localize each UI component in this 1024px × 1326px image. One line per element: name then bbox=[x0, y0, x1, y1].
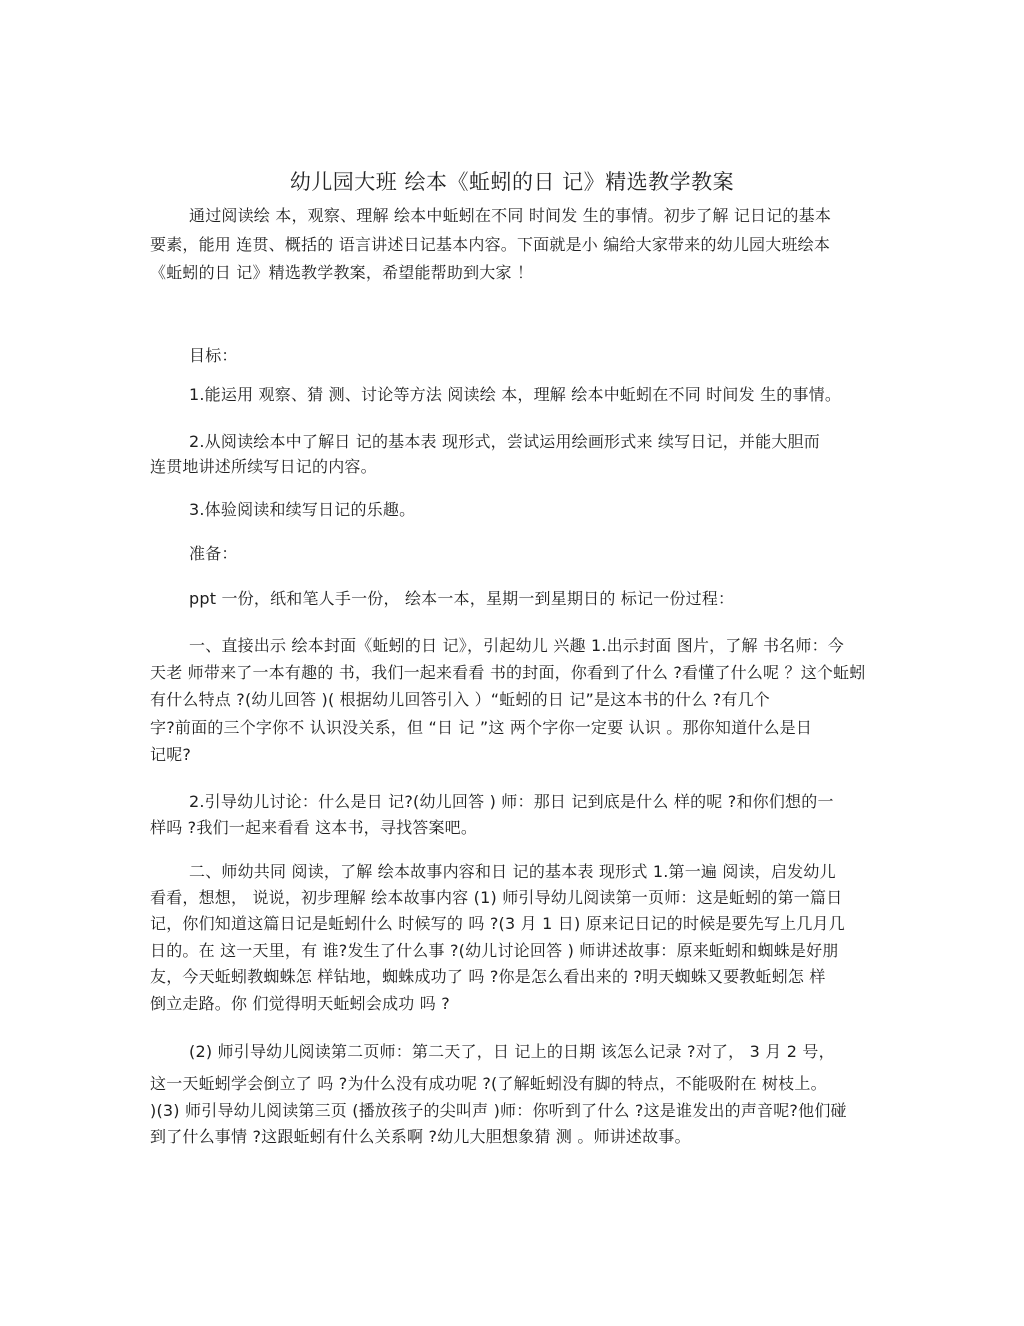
goal-1: 1.能运用 观察、猜 测、讨论等方法 阅读绘 本，理解 绘本中蚯蚓在不同 时间发 生的事情。 bbox=[189, 385, 842, 404]
goal-3: 3.体验阅读和续写日记的乐趣。 bbox=[189, 500, 416, 519]
document-title: 幼儿园大班 绘本《蚯蚓的日 记》精选教学教案 bbox=[289, 170, 735, 194]
section2-line: 二、师幼共同 阅读，了解 绘本故事内容和日 记的基本表 现形式 1.第一遍 阅读，启发幼儿 bbox=[189, 862, 836, 881]
intro-line: 要素，能用 连贯、概括的 语言讲述日记基本内容。下面就是小 编给大家带来的幼儿园大班绘本 bbox=[150, 235, 831, 254]
section2-2-line: )(3) 师引导幼儿阅读第三页 (播放孩子的尖叫声 )师：你听到了什么 ?这是谁发出的声音呢?他们碰 bbox=[150, 1101, 847, 1120]
section2-line: 看看，想想， 说说，初步理解 绘本故事内容 (1) 师引导幼儿阅读第一页师：这是蚯蚓的第一篇日 bbox=[150, 888, 843, 907]
section2-2-line: 到了什么事情 ?这跟蚯蚓有什么关系啊 ?幼儿大胆想象猜 测 。师讲述故事。 bbox=[150, 1127, 691, 1146]
section1-line: 一、直接出示 绘本封面《蚯蚓的日 记》，引起幼儿 兴趣 1.出示封面 图片，了解 书名师：今 bbox=[189, 636, 844, 655]
section1-line: 天老 师带来了一本有趣的 书，我们一起来看看 书的封面，你看到了什么 ?看懂了什么呢 ？这个蚯蚓 bbox=[150, 663, 866, 682]
intro-line: 通过阅读绘 本，观察、理解 绘本中蚯蚓在不同 时间发 生的事情。初步了解 记日记的基本 bbox=[189, 206, 832, 225]
section2-line: 友，今天蚯蚓教蜘蛛怎 样钻地，蜘蛛成功了 吗 ?你是怎么看出来的 ?明天蜘蛛又要教蚯蚓怎 样 bbox=[150, 967, 826, 986]
intro-line: 《蚯蚓的日 记》精选教学教案，希望能帮助到大家 ！ bbox=[150, 263, 534, 282]
section1-2-line: 2.引导幼儿讨论：什么是日 记?(幼儿回答 ) 师：那日 记到底是什么 样的呢 ?和你们想的一 bbox=[189, 792, 834, 811]
goals-heading: 目标： bbox=[189, 346, 238, 365]
section1-2-line: 样吗 ?我们一起来看看 这本书，寻找答案吧。 bbox=[150, 818, 478, 837]
prep-line: ppt 一份，纸和笔人手一份， 绘本一本，星期一到星期日的 标记一份过程： bbox=[189, 589, 735, 608]
section2-2-line: 这一天蚯蚓学会倒立了 吗 ?为什么没有成功呢 ?(了解蚯蚓没有脚的特点，不能吸附在 树枝上。 bbox=[150, 1074, 827, 1093]
section1-line: 记呢? bbox=[150, 745, 192, 764]
section2-line: 日的。在 这一天里，有 谁?发生了什么事 ?(幼儿讨论回答 ) 师讲述故事：原来蚯蚓和蜘蛛是好朋 bbox=[150, 941, 839, 960]
prep-heading: 准备： bbox=[189, 544, 238, 563]
section2-line: 记，你们知道这篇日记是蚯蚓什么 时候写的 吗 ?(3 月 1 日) 原来记日记的时候是要先写上几月几 bbox=[150, 914, 845, 933]
goal-2-line: 连贯地讲述所续写日记的内容。 bbox=[150, 457, 377, 476]
section2-2-line: (2) 师引导幼儿阅读第二页师：第二天了，日 记上的日期 该怎么记录 ?对了， 3 月 2 号， bbox=[189, 1042, 835, 1061]
section1-line: 字?前面的三个字你不 认识没关系，但 “日 记 ”这 两个字你一定要 认识 。那你知道什么是日 bbox=[150, 718, 813, 737]
goal-2-line: 2.从阅读绘本中了解日 记的基本表 现形式，尝试运用绘画形式来 续写日记，并能大胆而 bbox=[189, 432, 820, 451]
section1-line: 有什么特点 ?(幼儿回答 )( 根据幼儿回答引入 ）“蚯蚓的日 记”是这本书的什么 ?有几个 bbox=[150, 690, 771, 709]
section2-line: 倒立走路。你 们觉得明天蚯蚓会成功 吗 ? bbox=[150, 994, 450, 1013]
